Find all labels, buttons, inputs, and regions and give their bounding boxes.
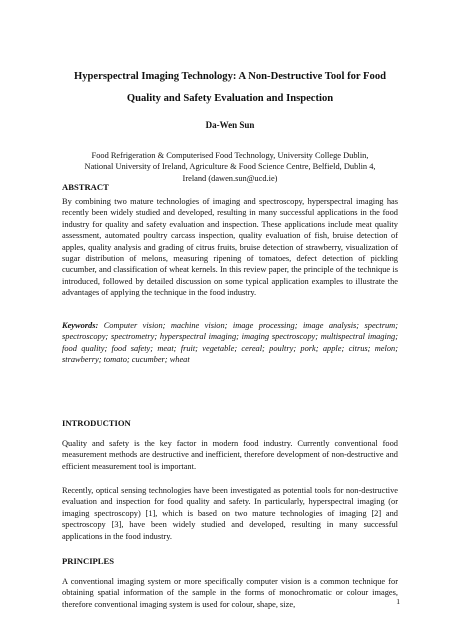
author-affiliation bbox=[62, 150, 398, 184]
abstract-text: By combining two mature technologies of imaging and spectroscopy, hyperspectral imaging has recently been widely studied and developed, resulting in many successful applications in the food industry for quality and safety evaluation and inspection. These applications include meat quality assessment, automated poultry carcass inspection, quality evaluation of fish, bruise detection of apples, quality analysis and grading of citrus fruits, bruise detection of strawberry, visualization of sugar distribution of melons, measuring ripening of tomatoes, defect detection of pickling cucumber, and classification of wheat kernels. In this review paper, the principle of the technique is introduced, followed by detailed discussion on some typical application examples to illustrate the advantages of applying the technique in the food industry. bbox=[62, 197, 398, 298]
introduction-paragraph-1: Quality and safety is the key factor in modern food industry. Currently conventional food measurement methods are destructive and inefficient, therefore development of non-destructive and efficient measurement tool is important. bbox=[62, 439, 398, 471]
abstract-heading: ABSTRACT bbox=[62, 182, 109, 192]
title-line-1: Hyperspectral Imaging Technology: A Non-Destructive Tool for Food bbox=[73, 71, 387, 82]
affiliation-line-3: Ireland (dawen.sun@ucd.ie) bbox=[182, 173, 278, 183]
title-line-2: Quality and Safety Evaluation and Inspection bbox=[126, 93, 334, 104]
affiliation-line-2: National University of Ireland, Agriculture & Food Science Centre, Belfield, Dublin 4, bbox=[84, 162, 376, 172]
introduction-paragraph-2: Recently, optical sensing technologies have been investigated as potential tools for non-destructive evaluation and inspection for food quality and safety. In particularly, hyperspectral imaging (or imaging spectroscopy) [1], which is based on two mature technologies of imaging [2] and spectroscopy [3], have been widely studied and developed, resulting in many successful applications in the food industry. bbox=[62, 486, 398, 541]
page-number: 1 bbox=[396, 597, 400, 606]
principles-paragraph: A conventional imaging system or more specifically computer vision is a common technique for obtaining spatial information of the sample in the forms of monochromatic or colour images, therefore conventional imaging system is used for colour, shape, size, bbox=[62, 577, 398, 609]
paper-title bbox=[62, 66, 398, 110]
author-name: Da-Wen Sun bbox=[205, 120, 255, 130]
affiliation-line-1: Food Refrigeration & Computerised Food Technology, University College Dublin, bbox=[91, 151, 369, 160]
principles-heading: PRINCIPLES bbox=[62, 556, 115, 566]
introduction-heading: INTRODUCTION bbox=[62, 418, 131, 428]
keywords-label: Keywords: bbox=[62, 321, 99, 330]
keywords-text: Computer vision; machine vision; image processing; image analysis; spectrum; spectroscopy; spectrometry; hyperspectral imaging; imaging spectroscopy; multispectral imaging; food quality; food safety; meat; fruit; vegetable; cereal; poultry; pork; apple; citrus; melon; strawberry; tomato; cucumber; wheat bbox=[62, 321, 398, 365]
keywords-paragraph bbox=[62, 320, 398, 366]
